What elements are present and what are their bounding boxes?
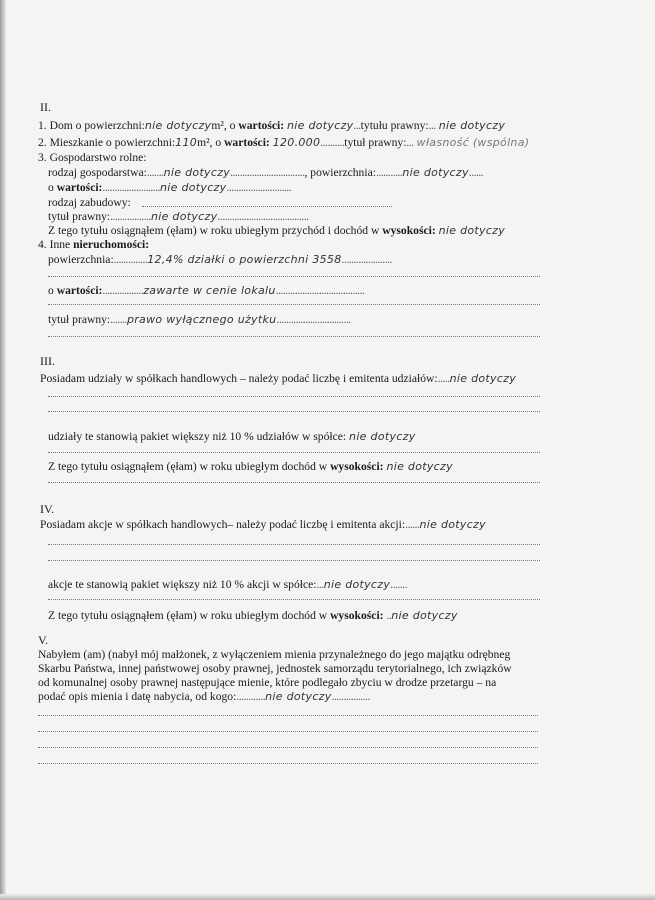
handwritten-value: nie dotyczy [349, 430, 416, 443]
handwritten-value: nie dotyczy [391, 609, 458, 622]
sec5-line-1: Nabyłem (am) (nabył mój małżonek, z wyłączeniem mienia przynależnego do jego majątku odrębneg [38, 648, 511, 661]
handwritten-value: nie dotyczy [386, 460, 453, 473]
blank-line [142, 206, 392, 207]
handwritten-value: nie dotyczy [449, 372, 517, 385]
blank-line [48, 411, 540, 412]
sec2-line-10: powierzchnia:..............12,4% działki o powierzchni 3558..................... [48, 253, 392, 266]
blank-line [48, 482, 540, 483]
handwritten-value: nie dotyczy [419, 518, 486, 531]
handwritten-value: 12,4% działki o powierzchni 3558 [147, 253, 342, 266]
sec2-line-8: Z tego tytułu osiągnąłem (ęłam) w roku ubiegłym przychód i dochód w wysokości: nie dotyczy [48, 224, 506, 237]
sec3-line-2: udziały te stanowią pakiet większy niż 10 % udziałów w spółce: nie dotyczy [48, 430, 416, 443]
handwritten-value: nie dotyczy [287, 119, 354, 132]
blank-line [48, 560, 540, 561]
blank-line [48, 336, 540, 337]
section-2-heading: II. [40, 100, 51, 114]
handwritten-value: prawo wyłącznego użytku [126, 313, 277, 326]
handwritten-value: nie dotyczy [150, 210, 218, 223]
blank-line [48, 544, 540, 545]
handwritten-value: zawarte w cenie lokalu [143, 284, 276, 297]
sec5-line-4: podać opis mienia i datę nabycia, od kogo:............nie dotyczy................ [38, 690, 370, 703]
sec2-line-2: 2. Mieszkanie o powierzchni:110m², o wartości: 120.000..........tytuł prawny:... własność (wspólna) [38, 136, 530, 149]
sec3-line-3: Z tego tytułu osiągnąłem (ęłam) w roku ubiegłym dochód w wysokości: nie dotyczy [48, 460, 453, 473]
blank-line [48, 599, 540, 600]
sec2-line-1: 1. Dom o powierzchni:nie dotyczym², o wartości: nie dotyczy...tytułu prawny:... nie dotyczy [38, 119, 506, 132]
blank-line [38, 747, 538, 748]
page-bottom-shadow [0, 894, 655, 900]
handwritten-value: nie dotyczy [438, 224, 506, 237]
blank-line [48, 396, 540, 397]
sec2-line-7: tytuł prawny:.................nie dotyczy...................................... [48, 210, 309, 223]
sec2-line-12: tytuł prawny:.......prawo wyłącznego użytku............................... [48, 313, 351, 326]
blank-line [48, 452, 540, 453]
blank-line [38, 763, 538, 764]
page-left-shadow [0, 0, 6, 900]
handwritten-value: nie dotyczy [402, 166, 469, 179]
sec2-line-3: 3. Gospodarstwo rolne: [38, 151, 147, 164]
handwritten-value: własność (wspólna) [416, 136, 530, 149]
sec4-line-2: akcje te stanowią pakiet większy niż 10 % akcji w spółce:...nie dotyczy....... [48, 578, 407, 591]
sec2-line-6: rodzaj zabudowy: [48, 196, 131, 209]
section-3-heading: III. [40, 354, 55, 368]
section-5-heading: V. [38, 633, 49, 647]
sec2-line-9: 4. Inne nieruchomości: [38, 238, 150, 251]
section-4-heading: IV. [40, 502, 55, 516]
sec5-line-2: Skarbu Państwa, innej państwowej osoby prawnej, jednostek samorządu terytorialnego, ich związków [38, 662, 512, 675]
sec2-line-4: rodzaj gospodarstwa:.......nie dotyczy..............................., powierzchnia:...........nie dotyczy...... [48, 166, 484, 179]
sec5-line-3: od komunalnej osoby prawnej następujące mienie, które podlegało zbyciu w drodze przetargu – na [38, 676, 497, 689]
handwritten-value: nie dotyczy [163, 166, 231, 179]
sec4-line-3: Z tego tytułu osiągnąłem (ęłam) w roku ubiegłym dochód w wysokości: ..nie dotyczy [48, 609, 458, 622]
blank-line [48, 276, 540, 277]
blank-line [48, 304, 540, 305]
handwritten-value: 110 [175, 136, 198, 149]
handwritten-value: nie dotyczy [159, 181, 227, 194]
sec2-line-5: o wartości:........................nie dotyczy........................... [48, 181, 292, 194]
sec3-line-1: Posiadam udziały w spółkach handlowych – należy podać liczbę i emitenta udziałów:.....nie dotyczy [40, 372, 517, 385]
handwritten-value: 120.000 [272, 136, 321, 149]
sec4-line-1: Posiadam akcje w spółkach handlowych– należy podać liczbę i emitenta akcji:......nie dotyczy [40, 518, 486, 531]
handwritten-value: nie dotyczy [144, 119, 212, 132]
handwritten-value: nie dotyczy [265, 690, 332, 703]
handwritten-value: nie dotyczy [438, 119, 506, 132]
blank-line [38, 715, 538, 716]
sec2-line-11: o wartości:.................zawarte w cenie lokalu..................................... [48, 284, 365, 297]
blank-line [38, 731, 538, 732]
handwritten-value: nie dotyczy [323, 578, 391, 591]
